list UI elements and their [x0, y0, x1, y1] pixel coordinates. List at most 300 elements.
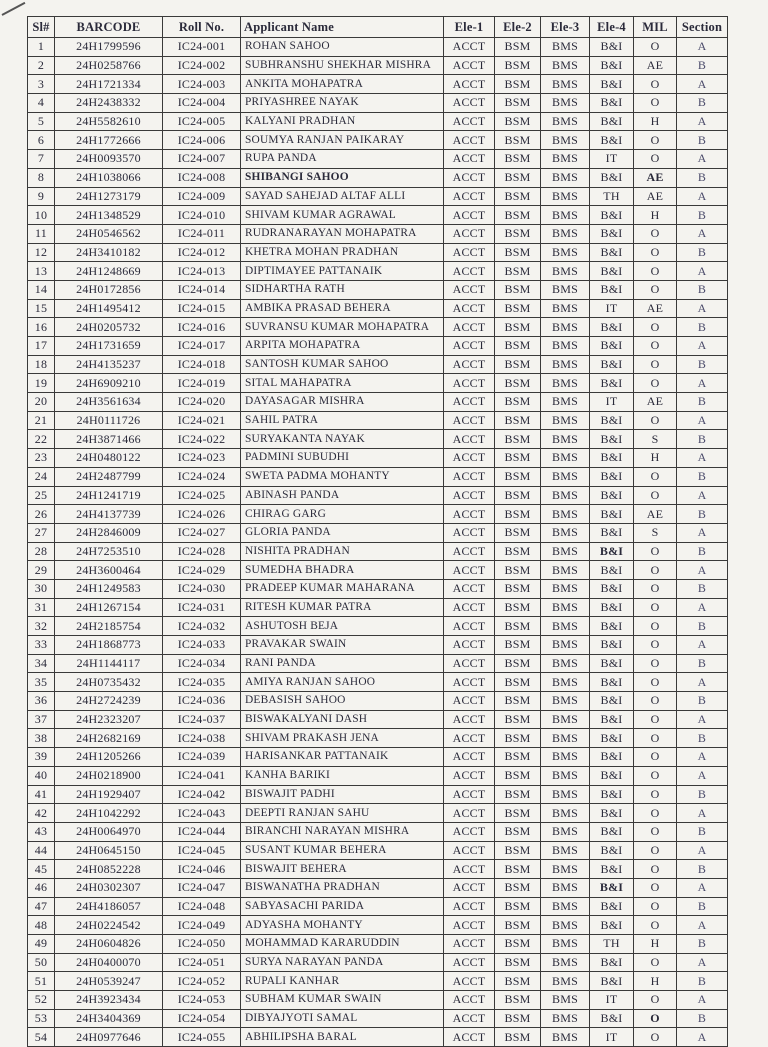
mil-cell: O	[634, 878, 677, 897]
section-cell: B	[677, 393, 728, 412]
ele-1-cell: ACCT	[444, 785, 495, 804]
ele-3-cell: BMS	[541, 430, 590, 449]
ele-4-cell: B&I	[590, 75, 634, 94]
table-row	[28, 56, 728, 75]
barcode-cell: 24H0064970	[55, 822, 163, 841]
ele-4-cell: B&I	[590, 897, 634, 916]
roll-no-cell: IC24-041	[163, 766, 241, 785]
mil-cell: AE	[634, 168, 677, 187]
barcode-cell: 24H2185754	[55, 617, 163, 636]
mil-cell: AE	[634, 299, 677, 318]
mil-cell: O	[634, 318, 677, 337]
table-row	[28, 243, 728, 262]
roll-no-cell: IC24-018	[163, 355, 241, 374]
applicant-name-cell: BISWAJIT PADHI	[241, 785, 444, 804]
section-cell: A	[677, 953, 728, 972]
table-row	[28, 449, 728, 468]
ele-3-cell: BMS	[541, 822, 590, 841]
col-header-ele-4: Ele-4	[590, 17, 634, 38]
table-row	[28, 748, 728, 767]
ele-1-cell: ACCT	[444, 579, 495, 598]
col-header-ele-2: Ele-2	[495, 17, 541, 38]
sl-cell: 27	[28, 523, 55, 542]
table-row	[28, 822, 728, 841]
sl-cell: 37	[28, 710, 55, 729]
table-row	[28, 1028, 728, 1047]
mil-cell: O	[634, 486, 677, 505]
applicant-name-cell: BIRANCHI NARAYAN MISHRA	[241, 822, 444, 841]
roll-no-cell: IC24-038	[163, 729, 241, 748]
roll-no-cell: IC24-044	[163, 822, 241, 841]
ele-2-cell: BSM	[495, 38, 541, 57]
ele-2-cell: BSM	[495, 822, 541, 841]
section-cell: B	[677, 654, 728, 673]
ele-1-cell: ACCT	[444, 692, 495, 711]
roll-no-cell: IC24-014	[163, 280, 241, 299]
section-cell: B	[677, 617, 728, 636]
ele-4-cell: B&I	[590, 710, 634, 729]
ele-1-cell: ACCT	[444, 766, 495, 785]
ele-1-cell: ACCT	[444, 355, 495, 374]
ele-2-cell: BSM	[495, 299, 541, 318]
table-row	[28, 561, 728, 580]
ele-3-cell: BMS	[541, 393, 590, 412]
ele-4-cell: B&I	[590, 916, 634, 935]
section-cell: A	[677, 916, 728, 935]
ele-2-cell: BSM	[495, 579, 541, 598]
ele-3-cell: BMS	[541, 75, 590, 94]
roll-no-cell: IC24-029	[163, 561, 241, 580]
col-header-ele-3: Ele-3	[541, 17, 590, 38]
section-cell: A	[677, 636, 728, 655]
table-row	[28, 75, 728, 94]
section-cell: A	[677, 262, 728, 281]
sl-cell: 34	[28, 654, 55, 673]
ele-2-cell: BSM	[495, 505, 541, 524]
section-cell: A	[677, 766, 728, 785]
barcode-cell: 24H0400070	[55, 953, 163, 972]
sl-cell: 17	[28, 337, 55, 356]
section-cell: B	[677, 94, 728, 113]
mil-cell: O	[634, 542, 677, 561]
section-cell: B	[677, 505, 728, 524]
ele-2-cell: BSM	[495, 430, 541, 449]
ele-3-cell: BMS	[541, 860, 590, 879]
sl-cell: 20	[28, 393, 55, 412]
ele-1-cell: ACCT	[444, 131, 495, 150]
applicant-name-cell: CHIRAG GARG	[241, 505, 444, 524]
section-cell: B	[677, 579, 728, 598]
sl-cell: 33	[28, 636, 55, 655]
mil-cell: O	[634, 729, 677, 748]
table-row	[28, 430, 728, 449]
ele-1-cell: ACCT	[444, 561, 495, 580]
ele-4-cell: B&I	[590, 766, 634, 785]
sl-cell: 18	[28, 355, 55, 374]
ele-4-cell: B&I	[590, 94, 634, 113]
ele-3-cell: BMS	[541, 94, 590, 113]
applicant-name-cell: RITESH KUMAR PATRA	[241, 598, 444, 617]
sl-cell: 53	[28, 1009, 55, 1028]
sl-cell: 6	[28, 131, 55, 150]
ele-2-cell: BSM	[495, 673, 541, 692]
ele-3-cell: BMS	[541, 692, 590, 711]
applicant-name-cell: PRADEEP KUMAR MAHARANA	[241, 579, 444, 598]
ele-3-cell: BMS	[541, 617, 590, 636]
section-cell: A	[677, 748, 728, 767]
col-header-barcode: BARCODE	[55, 17, 163, 38]
applicant-name-cell: KHETRA MOHAN PRADHAN	[241, 243, 444, 262]
sl-cell: 32	[28, 617, 55, 636]
ele-3-cell: BMS	[541, 841, 590, 860]
applicant-name-cell: PRAVAKAR SWAIN	[241, 636, 444, 655]
ele-1-cell: ACCT	[444, 38, 495, 57]
col-header-mil: MIL	[634, 17, 677, 38]
barcode-cell: 24H1249583	[55, 579, 163, 598]
applicant-name-cell: ROHAN SAHOO	[241, 38, 444, 57]
sl-cell: 2	[28, 56, 55, 75]
sl-cell: 43	[28, 822, 55, 841]
section-cell: A	[677, 38, 728, 57]
ele-2-cell: BSM	[495, 878, 541, 897]
table-row	[28, 729, 728, 748]
mil-cell: O	[634, 1028, 677, 1047]
ele-3-cell: BMS	[541, 935, 590, 954]
ele-2-cell: BSM	[495, 449, 541, 468]
ele-4-cell: B&I	[590, 804, 634, 823]
ele-4-cell: B&I	[590, 243, 634, 262]
barcode-cell: 24H1731659	[55, 337, 163, 356]
barcode-cell: 24H0546562	[55, 224, 163, 243]
section-cell: B	[677, 785, 728, 804]
barcode-cell: 24H0258766	[55, 56, 163, 75]
ele-1-cell: ACCT	[444, 841, 495, 860]
ele-3-cell: BMS	[541, 766, 590, 785]
roll-no-cell: IC24-030	[163, 579, 241, 598]
barcode-cell: 24H1868773	[55, 636, 163, 655]
ele-3-cell: BMS	[541, 168, 590, 187]
ele-3-cell: BMS	[541, 1009, 590, 1028]
ele-1-cell: ACCT	[444, 150, 495, 169]
table-row	[28, 654, 728, 673]
ele-2-cell: BSM	[495, 374, 541, 393]
ele-2-cell: BSM	[495, 804, 541, 823]
ele-1-cell: ACCT	[444, 243, 495, 262]
ele-2-cell: BSM	[495, 1009, 541, 1028]
table-row	[28, 972, 728, 991]
table-row	[28, 935, 728, 954]
table-row	[28, 187, 728, 206]
ele-2-cell: BSM	[495, 748, 541, 767]
ele-2-cell: BSM	[495, 1028, 541, 1047]
sl-cell: 4	[28, 94, 55, 113]
mil-cell: H	[634, 449, 677, 468]
ele-1-cell: ACCT	[444, 542, 495, 561]
table-row	[28, 467, 728, 486]
mil-cell: O	[634, 748, 677, 767]
ele-2-cell: BSM	[495, 56, 541, 75]
table-row	[28, 168, 728, 187]
sl-cell: 8	[28, 168, 55, 187]
sl-cell: 1	[28, 38, 55, 57]
sl-cell: 47	[28, 897, 55, 916]
barcode-cell: 24H0735432	[55, 673, 163, 692]
mil-cell: O	[634, 280, 677, 299]
ele-4-cell: B&I	[590, 449, 634, 468]
ele-1-cell: ACCT	[444, 430, 495, 449]
applicant-name-cell: MOHAMMAD KARARUDDIN	[241, 935, 444, 954]
applicant-name-cell: PADMINI SUBUDHI	[241, 449, 444, 468]
ele-4-cell: B&I	[590, 878, 634, 897]
barcode-cell: 24H1144117	[55, 654, 163, 673]
ele-4-cell: B&I	[590, 112, 634, 131]
barcode-cell: 24H0604826	[55, 935, 163, 954]
sl-cell: 36	[28, 692, 55, 711]
mil-cell: O	[634, 598, 677, 617]
ele-3-cell: BMS	[541, 112, 590, 131]
section-cell: B	[677, 935, 728, 954]
ele-1-cell: ACCT	[444, 822, 495, 841]
mil-cell: O	[634, 916, 677, 935]
section-cell: B	[677, 897, 728, 916]
applicant-name-cell: SITAL MAHAPATRA	[241, 374, 444, 393]
sl-cell: 42	[28, 804, 55, 823]
roll-no-cell: IC24-015	[163, 299, 241, 318]
ele-1-cell: ACCT	[444, 710, 495, 729]
sl-cell: 52	[28, 991, 55, 1010]
sl-cell: 44	[28, 841, 55, 860]
barcode-cell: 24H3871466	[55, 430, 163, 449]
applicant-name-cell: RUPA PANDA	[241, 150, 444, 169]
table-row	[28, 393, 728, 412]
sl-cell: 16	[28, 318, 55, 337]
barcode-cell: 24H2682169	[55, 729, 163, 748]
applicant-roster-table	[27, 16, 728, 1047]
ele-1-cell: ACCT	[444, 449, 495, 468]
table-row	[28, 636, 728, 655]
ele-4-cell: IT	[590, 991, 634, 1010]
table-row	[28, 991, 728, 1010]
barcode-cell: 24H0852228	[55, 860, 163, 879]
table-row	[28, 38, 728, 57]
table-row	[28, 337, 728, 356]
ele-4-cell: B&I	[590, 224, 634, 243]
ele-1-cell: ACCT	[444, 393, 495, 412]
corner-pen-mark	[2, 2, 26, 16]
mil-cell: O	[634, 692, 677, 711]
barcode-cell: 24H0205732	[55, 318, 163, 337]
applicant-name-cell: SUMEDHA BHADRA	[241, 561, 444, 580]
ele-3-cell: BMS	[541, 449, 590, 468]
table-row	[28, 131, 728, 150]
table-row	[28, 598, 728, 617]
section-cell: A	[677, 374, 728, 393]
sl-cell: 46	[28, 878, 55, 897]
mil-cell: AE	[634, 393, 677, 412]
sl-cell: 29	[28, 561, 55, 580]
ele-2-cell: BSM	[495, 168, 541, 187]
mil-cell: O	[634, 337, 677, 356]
ele-4-cell: B&I	[590, 355, 634, 374]
roll-no-cell: IC24-046	[163, 860, 241, 879]
ele-2-cell: BSM	[495, 710, 541, 729]
applicant-name-cell: KALYANI PRADHAN	[241, 112, 444, 131]
applicant-name-cell: KANHA BARIKI	[241, 766, 444, 785]
applicant-name-cell: SURYAKANTA NAYAK	[241, 430, 444, 449]
roll-no-cell: IC24-042	[163, 785, 241, 804]
barcode-cell: 24H2724239	[55, 692, 163, 711]
ele-1-cell: ACCT	[444, 299, 495, 318]
ele-1-cell: ACCT	[444, 673, 495, 692]
applicant-name-cell: BISWAKALYANI DASH	[241, 710, 444, 729]
roll-no-cell: IC24-003	[163, 75, 241, 94]
ele-1-cell: ACCT	[444, 168, 495, 187]
ele-1-cell: ACCT	[444, 654, 495, 673]
ele-3-cell: BMS	[541, 916, 590, 935]
applicant-name-cell: SANTOSH KUMAR SAHOO	[241, 355, 444, 374]
ele-1-cell: ACCT	[444, 206, 495, 225]
table-row	[28, 374, 728, 393]
col-header-ele-1: Ele-1	[444, 17, 495, 38]
barcode-cell: 24H5582610	[55, 112, 163, 131]
ele-4-cell: B&I	[590, 748, 634, 767]
roll-no-cell: IC24-052	[163, 972, 241, 991]
ele-2-cell: BSM	[495, 766, 541, 785]
section-cell: B	[677, 860, 728, 879]
table-row	[28, 224, 728, 243]
ele-1-cell: ACCT	[444, 991, 495, 1010]
sl-cell: 51	[28, 972, 55, 991]
applicant-name-cell: SAYAD SAHEJAD ALTAF ALLI	[241, 187, 444, 206]
ele-2-cell: BSM	[495, 654, 541, 673]
section-cell: A	[677, 523, 728, 542]
ele-3-cell: BMS	[541, 337, 590, 356]
barcode-cell: 24H0111726	[55, 411, 163, 430]
section-cell: B	[677, 318, 728, 337]
ele-2-cell: BSM	[495, 860, 541, 879]
barcode-cell: 24H1205266	[55, 748, 163, 767]
ele-2-cell: BSM	[495, 262, 541, 281]
ele-2-cell: BSM	[495, 785, 541, 804]
ele-2-cell: BSM	[495, 916, 541, 935]
table-row	[28, 262, 728, 281]
table-row	[28, 860, 728, 879]
section-cell: B	[677, 355, 728, 374]
applicant-name-cell: ADYASHA MOHANTY	[241, 916, 444, 935]
applicant-name-cell: PRIYASHREE NAYAK	[241, 94, 444, 113]
barcode-cell: 24H4137739	[55, 505, 163, 524]
barcode-cell: 24H3404369	[55, 1009, 163, 1028]
mil-cell: AE	[634, 56, 677, 75]
applicant-name-cell: SHIVAM KUMAR AGRAWAL	[241, 206, 444, 225]
barcode-cell: 24H3923434	[55, 991, 163, 1010]
ele-4-cell: B&I	[590, 1009, 634, 1028]
barcode-cell: 24H1495412	[55, 299, 163, 318]
sl-cell: 25	[28, 486, 55, 505]
table-row	[28, 897, 728, 916]
ele-2-cell: BSM	[495, 224, 541, 243]
section-cell: B	[677, 467, 728, 486]
barcode-cell: 24H1929407	[55, 785, 163, 804]
ele-3-cell: BMS	[541, 878, 590, 897]
applicant-name-cell: SOUMYA RANJAN PAIKARAY	[241, 131, 444, 150]
ele-1-cell: ACCT	[444, 935, 495, 954]
mil-cell: O	[634, 150, 677, 169]
table-row	[28, 280, 728, 299]
applicant-name-cell: SIDHARTHA RATH	[241, 280, 444, 299]
ele-2-cell: BSM	[495, 112, 541, 131]
ele-3-cell: BMS	[541, 299, 590, 318]
sl-cell: 40	[28, 766, 55, 785]
roll-no-cell: IC24-016	[163, 318, 241, 337]
mil-cell: H	[634, 206, 677, 225]
roll-no-cell: IC24-020	[163, 393, 241, 412]
applicant-name-cell: SUBHAM KUMAR SWAIN	[241, 991, 444, 1010]
ele-2-cell: BSM	[495, 692, 541, 711]
barcode-cell: 24H1721334	[55, 75, 163, 94]
ele-2-cell: BSM	[495, 318, 541, 337]
section-cell: A	[677, 411, 728, 430]
roll-no-cell: IC24-017	[163, 337, 241, 356]
section-cell: A	[677, 804, 728, 823]
sl-cell: 14	[28, 280, 55, 299]
barcode-cell: 24H3410182	[55, 243, 163, 262]
ele-2-cell: BSM	[495, 729, 541, 748]
ele-3-cell: BMS	[541, 636, 590, 655]
table-row	[28, 206, 728, 225]
section-cell: A	[677, 75, 728, 94]
roll-no-cell: IC24-032	[163, 617, 241, 636]
barcode-cell: 24H2323207	[55, 710, 163, 729]
sl-cell: 13	[28, 262, 55, 281]
mil-cell: O	[634, 785, 677, 804]
section-cell: B	[677, 168, 728, 187]
ele-4-cell: B&I	[590, 841, 634, 860]
ele-4-cell: B&I	[590, 692, 634, 711]
section-cell: A	[677, 561, 728, 580]
ele-3-cell: BMS	[541, 579, 590, 598]
roll-no-cell: IC24-037	[163, 710, 241, 729]
ele-3-cell: BMS	[541, 542, 590, 561]
roll-no-cell: IC24-026	[163, 505, 241, 524]
table-row	[28, 318, 728, 337]
ele-4-cell: B&I	[590, 785, 634, 804]
table-row	[28, 692, 728, 711]
barcode-cell: 24H1267154	[55, 598, 163, 617]
roll-no-cell: IC24-010	[163, 206, 241, 225]
barcode-cell: 24H0645150	[55, 841, 163, 860]
ele-1-cell: ACCT	[444, 953, 495, 972]
ele-4-cell: B&I	[590, 38, 634, 57]
section-cell: B	[677, 206, 728, 225]
sl-cell: 54	[28, 1028, 55, 1047]
applicant-name-cell: RANI PANDA	[241, 654, 444, 673]
section-cell: A	[677, 878, 728, 897]
mil-cell: O	[634, 579, 677, 598]
table-row	[28, 579, 728, 598]
applicant-name-cell: DIPTIMAYEE PATTANAIK	[241, 262, 444, 281]
table-row	[28, 916, 728, 935]
ele-4-cell: B&I	[590, 579, 634, 598]
ele-2-cell: BSM	[495, 94, 541, 113]
applicant-name-cell: RUPALI KANHAR	[241, 972, 444, 991]
ele-1-cell: ACCT	[444, 523, 495, 542]
roll-no-cell: IC24-012	[163, 243, 241, 262]
table-row	[28, 841, 728, 860]
mil-cell: H	[634, 972, 677, 991]
roll-no-cell: IC24-025	[163, 486, 241, 505]
mil-cell: O	[634, 224, 677, 243]
